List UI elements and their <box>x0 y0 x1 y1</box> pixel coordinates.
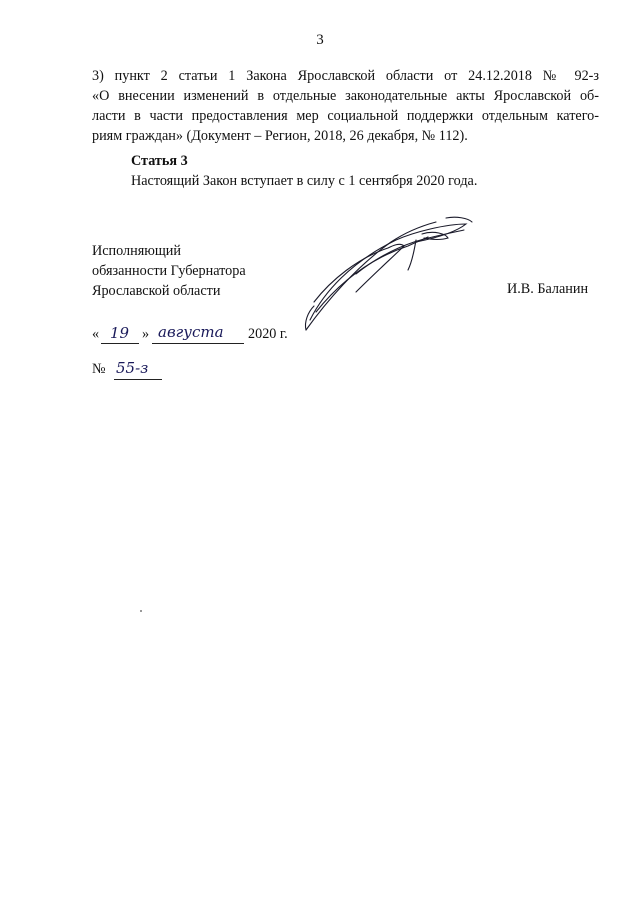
date-open-quote: « <box>92 326 100 342</box>
signer-block <box>92 241 246 301</box>
signer-name: И.В. Баланин <box>507 281 589 297</box>
law-number-value: 55-з <box>116 359 149 377</box>
scan-speck <box>140 610 142 612</box>
paragraph-line: ласти в части предоставления мер социальной поддержки отдельным катего- <box>92 108 599 124</box>
law-number-underline <box>114 379 162 380</box>
signer-line: Ярославской области <box>92 283 221 299</box>
signing-date <box>92 323 322 348</box>
date-year: 2020 г. <box>248 326 288 342</box>
law-number <box>92 361 212 401</box>
signer-line: обязанности Губернатора <box>92 263 246 279</box>
date-day-underline <box>101 343 139 344</box>
date-day: 19 <box>110 324 130 342</box>
handwritten-signature <box>296 212 476 337</box>
article-text: Настоящий Закон вступает в силу с 1 сентября 2020 года. <box>131 173 478 189</box>
amendment-paragraph <box>92 66 599 146</box>
date-month-underline <box>152 343 244 344</box>
paragraph-line: 3) пункт 2 статьи 1 Закона Ярославской области от 24.12.2018 № 92-з <box>92 68 599 84</box>
paragraph-line: риям граждан» (Документ – Регион, 2018, 26 декабря, № 112). <box>92 128 468 144</box>
paragraph-line: «О внесении изменений в отдельные законодательные акты Ярославской об- <box>92 88 599 104</box>
signer-line: Исполняющий <box>92 243 181 259</box>
article-title: Статья 3 <box>131 153 188 169</box>
date-month: августа <box>158 323 224 341</box>
law-number-symbol: № <box>92 361 106 377</box>
page-number: 3 <box>316 32 324 48</box>
date-close-quote: » <box>142 326 150 342</box>
